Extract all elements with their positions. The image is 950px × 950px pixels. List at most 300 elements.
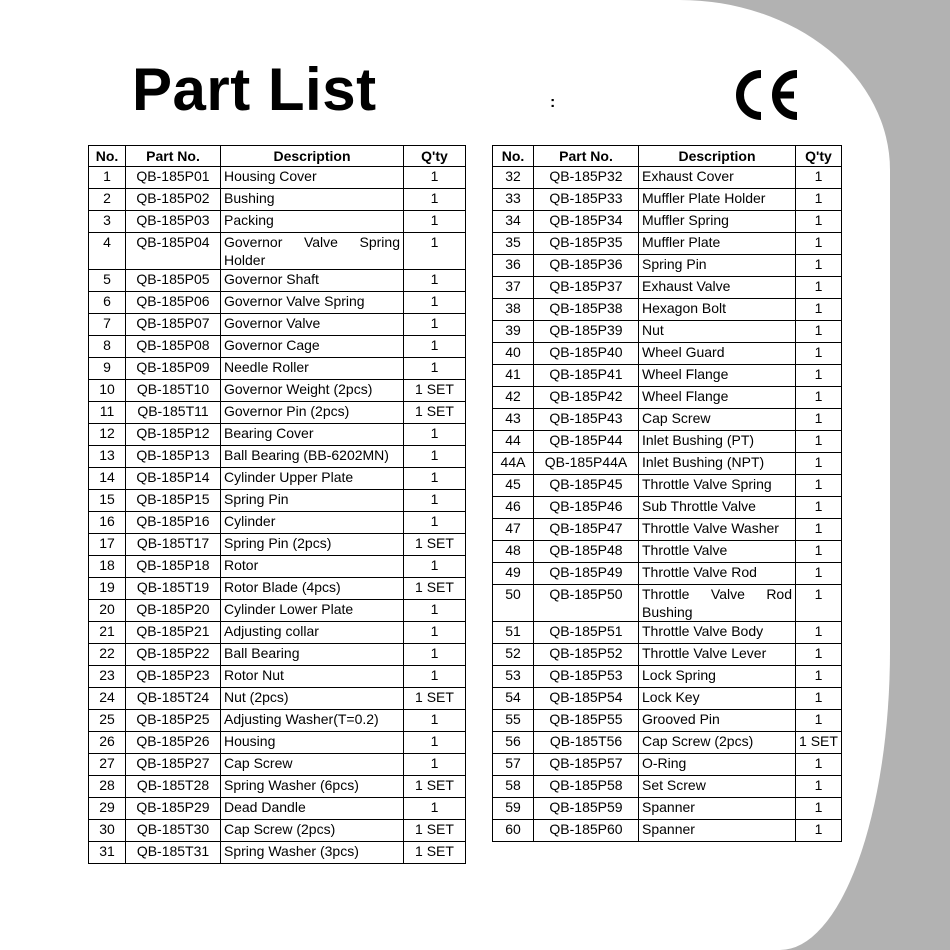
cell-no: 52 <box>493 644 534 666</box>
cell-part-no: QB-185T56 <box>534 732 639 754</box>
cell-qty: 1 <box>404 424 466 446</box>
cell-description: Dead Dandle <box>221 798 404 820</box>
cell-part-no: QB-185P59 <box>534 798 639 820</box>
cell-description: Governor Weight (2pcs) <box>221 380 404 402</box>
cell-qty: 1 SET <box>796 732 842 754</box>
cell-description: Muffler Plate <box>639 233 796 255</box>
ce-mark-logo <box>730 70 800 120</box>
cell-description: Housing Cover <box>221 167 404 189</box>
cell-no: 15 <box>89 490 126 512</box>
cell-no: 58 <box>493 776 534 798</box>
table-row <box>89 446 466 468</box>
cell-no: 18 <box>89 556 126 578</box>
table-row <box>493 710 842 732</box>
cell-part-no: QB-185P50 <box>534 585 639 622</box>
table-row <box>89 270 466 292</box>
cell-description: Throttle Valve Body <box>639 622 796 644</box>
cell-description: Cylinder <box>221 512 404 534</box>
cell-no: 17 <box>89 534 126 556</box>
cell-qty: 1 <box>796 541 842 563</box>
cell-part-no: QB-185P48 <box>534 541 639 563</box>
table-row <box>493 321 842 343</box>
cell-part-no: QB-185P27 <box>126 754 221 776</box>
table-row <box>493 431 842 453</box>
table-row <box>89 600 466 622</box>
cell-qty: 1 <box>404 189 466 211</box>
cell-qty: 1 <box>796 299 842 321</box>
cell-part-no: QB-185T19 <box>126 578 221 600</box>
cell-description: Governor Pin (2pcs) <box>221 402 404 424</box>
table-row <box>89 732 466 754</box>
cell-no: 47 <box>493 519 534 541</box>
cell-part-no: QB-185T24 <box>126 688 221 710</box>
table-row <box>89 402 466 424</box>
table-row <box>493 776 842 798</box>
cell-no: 41 <box>493 365 534 387</box>
cell-qty: 1 <box>796 211 842 233</box>
cell-part-no: QB-185P54 <box>534 688 639 710</box>
colon-mark: : <box>550 94 556 111</box>
cell-no: 53 <box>493 666 534 688</box>
cell-description: Spring Pin <box>221 490 404 512</box>
table-row <box>89 534 466 556</box>
cell-no: 19 <box>89 578 126 600</box>
cell-part-no: QB-185P45 <box>534 475 639 497</box>
cell-description: Lock Spring <box>639 666 796 688</box>
cell-part-no: QB-185P53 <box>534 666 639 688</box>
cell-no: 44A <box>493 453 534 475</box>
cell-qty: 1 <box>796 688 842 710</box>
cell-description: Needle Roller <box>221 358 404 380</box>
cell-no: 35 <box>493 233 534 255</box>
cell-qty: 1 <box>404 644 466 666</box>
cell-part-no: QB-185P13 <box>126 446 221 468</box>
cell-no: 59 <box>493 798 534 820</box>
cell-qty: 1 <box>796 754 842 776</box>
parts-table-right-body <box>493 167 842 842</box>
cell-no: 56 <box>493 732 534 754</box>
header-no: No. <box>89 146 126 167</box>
cell-no: 51 <box>493 622 534 644</box>
cell-description: Cap Screw (2pcs) <box>221 820 404 842</box>
cell-no: 54 <box>493 688 534 710</box>
cell-description: Rotor Nut <box>221 666 404 688</box>
cell-description: Spanner <box>639 798 796 820</box>
cell-part-no: QB-185P05 <box>126 270 221 292</box>
cell-part-no: QB-185T17 <box>126 534 221 556</box>
cell-description: Wheel Flange <box>639 365 796 387</box>
table-row <box>493 167 842 189</box>
table-row <box>89 468 466 490</box>
table-row <box>493 189 842 211</box>
cell-no: 55 <box>493 710 534 732</box>
cell-qty: 1 <box>404 754 466 776</box>
cell-no: 25 <box>89 710 126 732</box>
table-row <box>89 820 466 842</box>
table-row <box>493 563 842 585</box>
cell-qty: 1 <box>404 233 466 270</box>
table-row <box>89 211 466 233</box>
cell-qty: 1 <box>796 820 842 842</box>
table-row <box>89 292 466 314</box>
cell-part-no: QB-185P60 <box>534 820 639 842</box>
cell-qty: 1 <box>796 277 842 299</box>
cell-no: 6 <box>89 292 126 314</box>
table-row <box>89 512 466 534</box>
cell-description: Spanner <box>639 820 796 842</box>
cell-qty: 1 <box>796 387 842 409</box>
cell-no: 14 <box>89 468 126 490</box>
cell-no: 45 <box>493 475 534 497</box>
cell-description: Muffler Spring <box>639 211 796 233</box>
cell-no: 38 <box>493 299 534 321</box>
cell-no: 5 <box>89 270 126 292</box>
cell-description: Exhaust Cover <box>639 167 796 189</box>
cell-part-no: QB-185P43 <box>534 409 639 431</box>
table-row <box>493 211 842 233</box>
cell-part-no: QB-185P22 <box>126 644 221 666</box>
cell-qty: 1 <box>404 358 466 380</box>
cell-description: Cap Screw (2pcs) <box>639 732 796 754</box>
cell-qty: 1 <box>796 585 842 622</box>
cell-part-no: QB-185P42 <box>534 387 639 409</box>
cell-qty: 1 <box>404 167 466 189</box>
cell-description: Rotor <box>221 556 404 578</box>
parts-table-right <box>492 145 842 842</box>
cell-no: 3 <box>89 211 126 233</box>
cell-description: Governor Valve Spring <box>221 292 404 314</box>
cell-qty: 1 <box>404 336 466 358</box>
table-row <box>493 233 842 255</box>
cell-no: 4 <box>89 233 126 270</box>
cell-description: O-Ring <box>639 754 796 776</box>
cell-no: 13 <box>89 446 126 468</box>
table-row <box>89 710 466 732</box>
cell-qty: 1 <box>404 490 466 512</box>
cell-qty: 1 <box>796 255 842 277</box>
cell-qty: 1 SET <box>404 820 466 842</box>
table-row <box>493 255 842 277</box>
cell-description: Bearing Cover <box>221 424 404 446</box>
cell-description: Ball Bearing <box>221 644 404 666</box>
cell-description: Sub Throttle Valve <box>639 497 796 519</box>
cell-no: 1 <box>89 167 126 189</box>
cell-no: 31 <box>89 842 126 864</box>
cell-part-no: QB-185P44 <box>534 431 639 453</box>
cell-part-no: QB-185P51 <box>534 622 639 644</box>
cell-part-no: QB-185P09 <box>126 358 221 380</box>
cell-qty: 1 <box>796 622 842 644</box>
cell-qty: 1 <box>796 644 842 666</box>
cell-no: 11 <box>89 402 126 424</box>
table-row <box>493 688 842 710</box>
cell-description: Inlet Bushing (NPT) <box>639 453 796 475</box>
cell-no: 28 <box>89 776 126 798</box>
cell-no: 39 <box>493 321 534 343</box>
table-row <box>493 541 842 563</box>
cell-description: Packing <box>221 211 404 233</box>
table-header-row <box>89 146 466 167</box>
parts-table-left-body <box>89 167 466 864</box>
cell-description: Nut <box>639 321 796 343</box>
table-row <box>493 387 842 409</box>
table-row <box>89 644 466 666</box>
cell-qty: 1 SET <box>404 578 466 600</box>
table-row <box>89 380 466 402</box>
table-row <box>89 358 466 380</box>
cell-qty: 1 <box>796 431 842 453</box>
cell-part-no: QB-185P36 <box>534 255 639 277</box>
table-row <box>493 666 842 688</box>
cell-qty: 1 SET <box>404 380 466 402</box>
cell-description: Nut (2pcs) <box>221 688 404 710</box>
cell-description: Governor Valve Spring Holder <box>221 233 404 270</box>
cell-description: Throttle Valve Rod <box>639 563 796 585</box>
table-row <box>89 776 466 798</box>
cell-no: 33 <box>493 189 534 211</box>
cell-no: 2 <box>89 189 126 211</box>
cell-description: Governor Shaft <box>221 270 404 292</box>
table-row <box>89 556 466 578</box>
cell-part-no: QB-185P26 <box>126 732 221 754</box>
cell-part-no: QB-185T30 <box>126 820 221 842</box>
cell-qty: 1 <box>404 600 466 622</box>
cell-description: Adjusting collar <box>221 622 404 644</box>
cell-qty: 1 <box>404 666 466 688</box>
cell-no: 40 <box>493 343 534 365</box>
cell-no: 21 <box>89 622 126 644</box>
cell-no: 48 <box>493 541 534 563</box>
cell-qty: 1 <box>796 189 842 211</box>
cell-part-no: QB-185P29 <box>126 798 221 820</box>
cell-qty: 1 SET <box>404 688 466 710</box>
table-row <box>493 497 842 519</box>
cell-no: 57 <box>493 754 534 776</box>
cell-description: Grooved Pin <box>639 710 796 732</box>
cell-description: Cap Screw <box>221 754 404 776</box>
cell-qty: 1 <box>796 798 842 820</box>
cell-no: 43 <box>493 409 534 431</box>
cell-part-no: QB-185P58 <box>534 776 639 798</box>
cell-qty: 1 <box>796 167 842 189</box>
table-row <box>89 424 466 446</box>
cell-part-no: QB-185P01 <box>126 167 221 189</box>
cell-no: 23 <box>89 666 126 688</box>
table-row <box>493 299 842 321</box>
cell-description: Spring Washer (3pcs) <box>221 842 404 864</box>
cell-qty: 1 <box>796 563 842 585</box>
cell-qty: 1 <box>404 556 466 578</box>
cell-description: Rotor Blade (4pcs) <box>221 578 404 600</box>
cell-no: 10 <box>89 380 126 402</box>
cell-part-no: QB-185P44A <box>534 453 639 475</box>
table-row <box>493 622 842 644</box>
cell-no: 32 <box>493 167 534 189</box>
cell-description: Set Screw <box>639 776 796 798</box>
cell-part-no: QB-185P16 <box>126 512 221 534</box>
cell-description: Throttle Valve Spring <box>639 475 796 497</box>
cell-part-no: QB-185T31 <box>126 842 221 864</box>
cell-description: Adjusting Washer(T=0.2) <box>221 710 404 732</box>
cell-no: 26 <box>89 732 126 754</box>
cell-description: Spring Pin <box>639 255 796 277</box>
cell-qty: 1 SET <box>404 534 466 556</box>
cell-description: Exhaust Valve <box>639 277 796 299</box>
cell-qty: 1 <box>404 292 466 314</box>
cell-description: Bushing <box>221 189 404 211</box>
cell-description: Throttle Valve Rod Bushing <box>639 585 796 622</box>
cell-part-no: QB-185P04 <box>126 233 221 270</box>
cell-qty: 1 <box>796 519 842 541</box>
cell-no: 12 <box>89 424 126 446</box>
cell-qty: 1 <box>404 446 466 468</box>
cell-description: Governor Cage <box>221 336 404 358</box>
table-row <box>89 167 466 189</box>
cell-part-no: QB-185P33 <box>534 189 639 211</box>
cell-part-no: QB-185P41 <box>534 365 639 387</box>
cell-no: 8 <box>89 336 126 358</box>
cell-description: Cap Screw <box>639 409 796 431</box>
ce-letter-c <box>740 74 761 116</box>
cell-qty: 1 <box>796 710 842 732</box>
cell-description: Spring Pin (2pcs) <box>221 534 404 556</box>
cell-part-no: QB-185P02 <box>126 189 221 211</box>
cell-part-no: QB-185P35 <box>534 233 639 255</box>
cell-no: 36 <box>493 255 534 277</box>
cell-description: Wheel Flange <box>639 387 796 409</box>
cell-no: 42 <box>493 387 534 409</box>
cell-part-no: QB-185P32 <box>534 167 639 189</box>
cell-part-no: QB-185P37 <box>534 277 639 299</box>
table-row <box>89 336 466 358</box>
cell-qty: 1 <box>796 365 842 387</box>
cell-part-no: QB-185P08 <box>126 336 221 358</box>
header-description: Description <box>639 146 796 167</box>
cell-no: 37 <box>493 277 534 299</box>
header-qty: Q'ty <box>796 146 842 167</box>
cell-no: 46 <box>493 497 534 519</box>
header-part-no: Part No. <box>534 146 639 167</box>
cell-part-no: QB-185P12 <box>126 424 221 446</box>
cell-no: 7 <box>89 314 126 336</box>
table-row <box>493 453 842 475</box>
table-row <box>89 754 466 776</box>
cell-qty: 1 <box>796 776 842 798</box>
cell-part-no: QB-185P20 <box>126 600 221 622</box>
cell-qty: 1 SET <box>404 842 466 864</box>
cell-qty: 1 <box>796 497 842 519</box>
table-row <box>493 585 842 622</box>
cell-part-no: QB-185P55 <box>534 710 639 732</box>
cell-part-no: QB-185P07 <box>126 314 221 336</box>
cell-no: 49 <box>493 563 534 585</box>
cell-part-no: QB-185P39 <box>534 321 639 343</box>
cell-no: 29 <box>89 798 126 820</box>
cell-part-no: QB-185P47 <box>534 519 639 541</box>
cell-part-no: QB-185P23 <box>126 666 221 688</box>
cell-part-no: QB-185T28 <box>126 776 221 798</box>
cell-qty: 1 <box>404 314 466 336</box>
cell-description: Lock Key <box>639 688 796 710</box>
cell-qty: 1 <box>796 475 842 497</box>
cell-qty: 1 <box>796 409 842 431</box>
cell-qty: 1 <box>404 468 466 490</box>
cell-no: 34 <box>493 211 534 233</box>
table-row <box>89 842 466 864</box>
cell-no: 9 <box>89 358 126 380</box>
header-description: Description <box>221 146 404 167</box>
cell-description: Wheel Guard <box>639 343 796 365</box>
cell-qty: 1 <box>404 512 466 534</box>
table-row <box>89 233 466 270</box>
cell-part-no: QB-185P15 <box>126 490 221 512</box>
cell-part-no: QB-185P03 <box>126 211 221 233</box>
cell-no: 27 <box>89 754 126 776</box>
parts-table-left <box>88 145 466 864</box>
cell-qty: 1 <box>796 343 842 365</box>
cell-qty: 1 SET <box>404 402 466 424</box>
cell-qty: 1 <box>404 211 466 233</box>
table-row <box>493 365 842 387</box>
cell-description: Spring Washer (6pcs) <box>221 776 404 798</box>
cell-description: Governor Valve <box>221 314 404 336</box>
cell-no: 20 <box>89 600 126 622</box>
cell-qty: 1 <box>796 233 842 255</box>
table-row <box>89 578 466 600</box>
table-row <box>89 314 466 336</box>
table-row <box>493 798 842 820</box>
cell-qty: 1 <box>404 270 466 292</box>
cell-qty: 1 <box>404 710 466 732</box>
cell-part-no: QB-185P21 <box>126 622 221 644</box>
cell-part-no: QB-185P46 <box>534 497 639 519</box>
page-title: Part List <box>132 56 377 123</box>
cell-description: Throttle Valve <box>639 541 796 563</box>
cell-no: 22 <box>89 644 126 666</box>
table-header-row <box>493 146 842 167</box>
table-row <box>493 732 842 754</box>
cell-description: Inlet Bushing (PT) <box>639 431 796 453</box>
table-row <box>493 343 842 365</box>
table-row <box>89 189 466 211</box>
cell-qty: 1 <box>404 798 466 820</box>
cell-qty: 1 <box>796 321 842 343</box>
cell-part-no: QB-185P49 <box>534 563 639 585</box>
cell-description: Hexagon Bolt <box>639 299 796 321</box>
cell-description: Ball Bearing (BB-6202MN) <box>221 446 404 468</box>
cell-no: 24 <box>89 688 126 710</box>
cell-description: Cylinder Lower Plate <box>221 600 404 622</box>
cell-part-no: QB-185P06 <box>126 292 221 314</box>
cell-description: Muffler Plate Holder <box>639 189 796 211</box>
cell-qty: 1 <box>796 453 842 475</box>
table-row <box>493 644 842 666</box>
header-no: No. <box>493 146 534 167</box>
cell-description: Throttle Valve Washer <box>639 519 796 541</box>
table-row <box>493 409 842 431</box>
header-part-no: Part No. <box>126 146 221 167</box>
cell-no: 16 <box>89 512 126 534</box>
table-row <box>89 622 466 644</box>
header-qty: Q'ty <box>404 146 466 167</box>
cell-part-no: QB-185P14 <box>126 468 221 490</box>
table-row <box>89 666 466 688</box>
cell-qty: 1 SET <box>404 776 466 798</box>
cell-qty: 1 <box>404 732 466 754</box>
cell-part-no: QB-185T10 <box>126 380 221 402</box>
cell-part-no: QB-185P40 <box>534 343 639 365</box>
cell-part-no: QB-185P34 <box>534 211 639 233</box>
